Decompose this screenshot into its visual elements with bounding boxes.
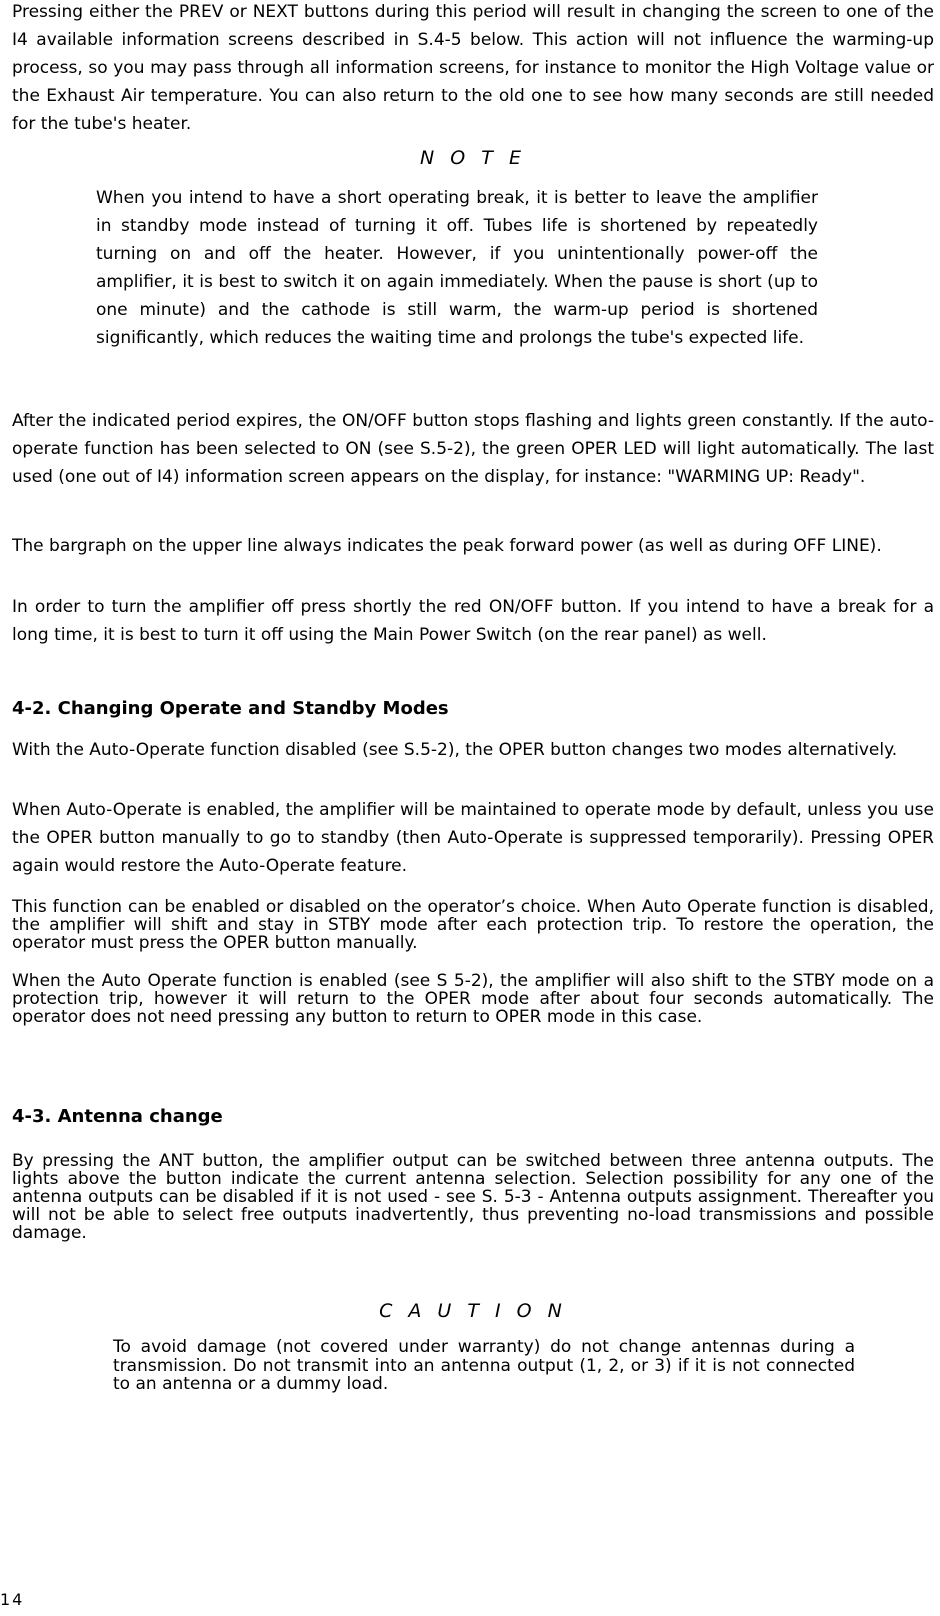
turn-off-paragraph: In order to turn the amplifier off press shortly the red ON/OFF button. If you intend to have a break for a long time, it is best to turn it off using the Main Power Switch (on the rear panel) as well. (12, 597, 934, 645)
note-body: When you intend to have a short operating break, it is better to leave the amplifier in standby mode instead of turning it off. Tubes life is shortened by repeatedly turning on and off the heater. However, if you unintentionally power-off the amplifier, it is best to switch it on again immediately. When the pause is short (up to one minute) and the cathode is still warm, the warm-up period is shortened significantly, which reduces the waiting time and prolongs the tube's expected life. (96, 188, 818, 348)
page-number: 14 (0, 1590, 25, 1609)
after-period-paragraph: After the indicated period expires, the ON/OFF button stops flashing and lights green constantly. If the auto-operate function has been selected to ON (see S.5-2), the green OPER LED will light automatically. The last used (one out of I4) information screen appears on the display, for instance: "WARMING UP: Ready". (12, 411, 934, 487)
caution-body: To avoid damage (not covered under warranty) do not change antennas during a transmission. Do not transmit into an antenna output (1, 2, or 3) if it is not connected to an antenna or a dummy load. (113, 1337, 855, 1394)
caution-title: C A U T I O N (379, 1300, 567, 1322)
oper-paragraph-2: When Auto-Operate is enabled, the amplifier will be maintained to operate mode by default, unless you use the OPER button manually to go to standby (then Auto-Operate is suppressed temporarily). Pressing OPER again would restore the Auto-Operate feature. (12, 800, 934, 876)
bargraph-paragraph: The bargraph on the upper line always indicates the peak forward power (as well as during OFF LINE). (12, 536, 882, 556)
oper-paragraph-1: With the Auto-Operate function disabled (see S.5-2), the OPER button changes two modes alternatively. (12, 740, 898, 760)
note-title: N O T E (420, 147, 526, 169)
oper-paragraph-4: When the Auto Operate function is enabled (see S 5-2), the amplifier will also shift to the STBY mode on a protection trip, however it will return to the OPER mode after about four seconds automatically. The operator does not need pressing any button to return to OPER mode in this case. (12, 971, 934, 1027)
section-heading-4-2: 4-2. Changing Operate and Standby Modes (12, 698, 449, 719)
antenna-paragraph: By pressing the ANT button, the amplifier output can be switched between three antenna outputs. The lights above the button indicate the current antenna selection. Selection possibility for any one of the antenna outputs can be disabled if it is not used - see S. 5-3 - Antenna outputs assignment. Thereafter you will not be able to select free outputs inadvertently, thus preventing no-load transmissions and possible damage. (12, 1151, 934, 1243)
intro-paragraph: Pressing either the PREV or NEXT buttons during this period will result in changing the screen to one of the I4 available information screens described in S.4-5 below. This action will not influence the warming-up process, so you may pass through all information screens, for instance to monitor the High Voltage value or the Exhaust Air temperature. You can also return to the old one to see how many seconds are still needed for the tube's heater. (12, 2, 934, 134)
oper-paragraph-3: This function can be enabled or disabled on the operator’s choice. When Auto Operate function is disabled, the amplifier will shift and stay in STBY mode after each protection trip. To restore the operation, the operator must press the OPER button manually. (12, 897, 934, 953)
section-heading-4-3: 4-3. Antenna change (12, 1106, 223, 1127)
